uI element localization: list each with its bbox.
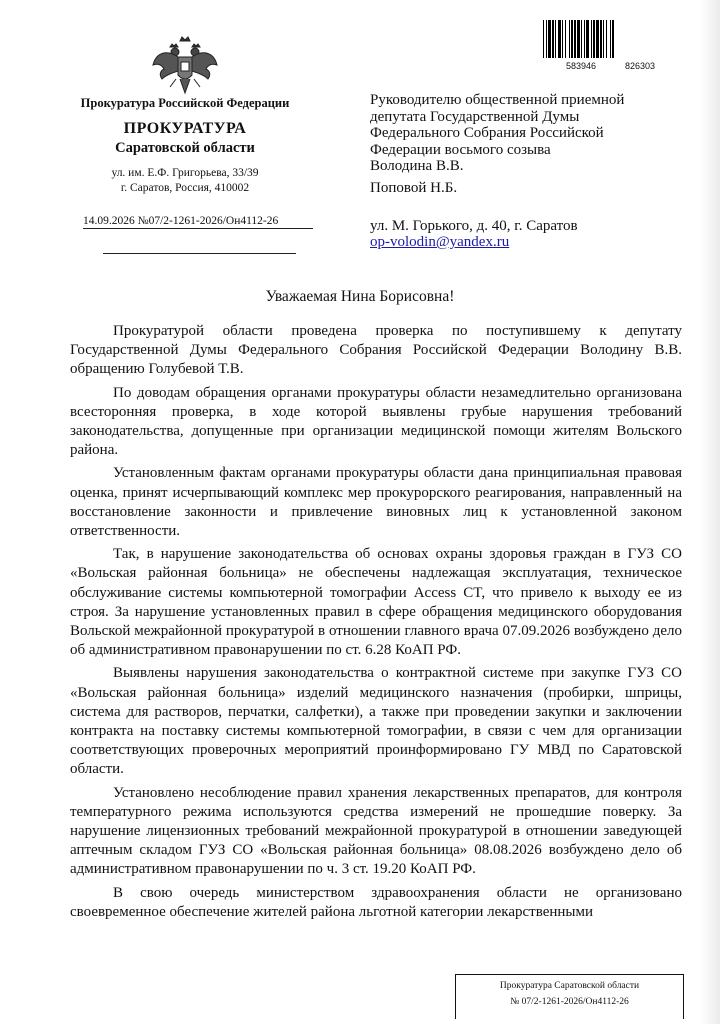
body-paragraph: Так, в нарушение законодательства об основах охраны здоровья граждан в ГУЗ СО «Вольская районная больница» не обеспечены надлежащая эксплуатация, техническое обслуживание системы компьютерной томографии Access CT, что привело к выходу ее из строя. За нарушение установленных правил в сфере обращения медицинского оборудования Вольской межрайонной прокуратурой в отношении главного врача 07.09.2026 возбуждено дело об административном правонарушении по ст. 6.28 КоАП РФ. xyxy=(70,546,682,659)
org-name: Прокуратура Российской Федерации xyxy=(80,96,290,110)
barcode-bar xyxy=(548,20,551,58)
barcode-bar xyxy=(574,20,576,58)
agency-address-line1: ул. им. Е.Ф. Григорьева, 33/39 xyxy=(111,167,259,179)
letter-body xyxy=(70,322,682,926)
addressee-street: ул. М. Горького, д. 40, г. Саратов xyxy=(370,218,578,234)
stamp-line1: Прокуратура Саратовской области xyxy=(499,981,640,991)
barcode-bar xyxy=(586,20,589,58)
barcode-bar xyxy=(584,20,585,58)
body-paragraph: В свою очередь министерством здравоохранения области не организовано своевременное обеспечение жителей района льготной категории лекарственными xyxy=(70,884,682,920)
body-paragraph: По доводам обращения органами прокуратуры области незамедлительно организована всесторонняя проверка, в ходе которой выявлены грубые нарушения требований законодательства, допущенные при организации медицинской помощи жителям Вольского района. xyxy=(70,384,682,459)
barcode-bar xyxy=(600,20,602,58)
addressee-line: Володина В.В. xyxy=(370,158,464,174)
barcode-icon xyxy=(543,20,675,58)
barcode-bar xyxy=(543,20,544,58)
addressee-line: депутата Государственной Думы xyxy=(370,108,580,125)
agency-subtitle: Саратовской области xyxy=(115,140,255,156)
barcode-bar xyxy=(596,20,599,58)
agency-title: ПРОКУРАТУРА xyxy=(123,120,247,137)
registration-stamp xyxy=(455,974,684,1019)
stamp-line2: № 07/2-1261-2026/Он4112-26 xyxy=(510,997,629,1007)
barcode-bar xyxy=(569,20,570,58)
barcode-bar xyxy=(581,20,582,58)
barcode-bar xyxy=(577,20,580,58)
barcode-bar xyxy=(591,20,592,58)
barcode-bar xyxy=(558,20,561,58)
barcode-bar xyxy=(546,20,547,58)
barcode-bar xyxy=(612,20,614,58)
addressee-name: Поповой Н.Б. xyxy=(370,180,458,196)
addressee-email-link[interactable]: op-volodin@yandex.ru xyxy=(370,234,510,250)
salutation: Уважаемая Нина Борисовна! xyxy=(265,288,455,305)
body-paragraph: Установлено несоблюдение правил хранения лекарственных препаратов, для контроля температурного режима используются средства измерений не прошедшие поверку. За нарушение лицензионных требований межрайонной прокуратурой в отношении заведующей аптечным складом ГУЗ СО «Вольская районная больница» 08.08.2026 возбуждено дело об административном правонарушении по ч. 3 ст. 19.20 КоАП РФ. xyxy=(70,784,682,878)
addressee-block xyxy=(370,92,690,175)
barcode-bar xyxy=(562,20,563,58)
barcode-bar xyxy=(552,20,554,58)
agency-address-line2: г. Саратов, Россия, 410002 xyxy=(120,182,250,194)
barcode-bar xyxy=(593,20,595,58)
blank-reference-line xyxy=(103,253,296,254)
barcode-bar xyxy=(565,20,566,58)
body-paragraph: Установленным фактам органами прокуратуры области дана принципиальная правовая оценка, принят исчерпывающий комплекс мер прокурорского реагирования, направленный на восстановление законности и привлечение виновных лиц к установленной законом ответственности. xyxy=(70,465,682,540)
barcode-number-right: 826303 xyxy=(625,61,656,71)
barcode-bar xyxy=(571,20,573,58)
body-paragraph: Выявлены нарушения законодательства о контрактной системе при закупке ГУЗ СО «Вольская районная больница» изделий медицинского назначения (пробирки, шприцы, система для растворов, перчатки, салфетки), а также при проведении закупки и заключении контракта на поставку системы компьютерной томографии, в связи с чем для организации соответствующих проверочных мероприятий проинформировано ГУ МВД по Саратовской области. xyxy=(70,665,682,778)
barcode-bar xyxy=(606,20,607,58)
page-edge-shadow xyxy=(700,0,720,1024)
barcode-bar xyxy=(603,20,604,58)
barcode-bar xyxy=(555,20,556,58)
addressee-line: Федерации восьмого созыва xyxy=(370,141,551,158)
addressee-line: Руководителю общественной приемной xyxy=(370,92,625,108)
barcode-bar xyxy=(610,20,611,58)
body-paragraph: Прокуратурой области проведена проверка по поступившему к депутату Государственной Думы Федерального Собрания Российской Федерации Володину В.В. обращению Голубевой Т.В. xyxy=(70,323,682,378)
addressee-line: Федерального Собрания Российской xyxy=(370,125,604,141)
registration-number: 14.09.2026 №07/2-1261-2026/Он4112-26 xyxy=(83,215,313,229)
barcode-number-left: 583946 xyxy=(566,61,597,71)
double-headed-eagle-emblem-icon xyxy=(150,35,220,97)
